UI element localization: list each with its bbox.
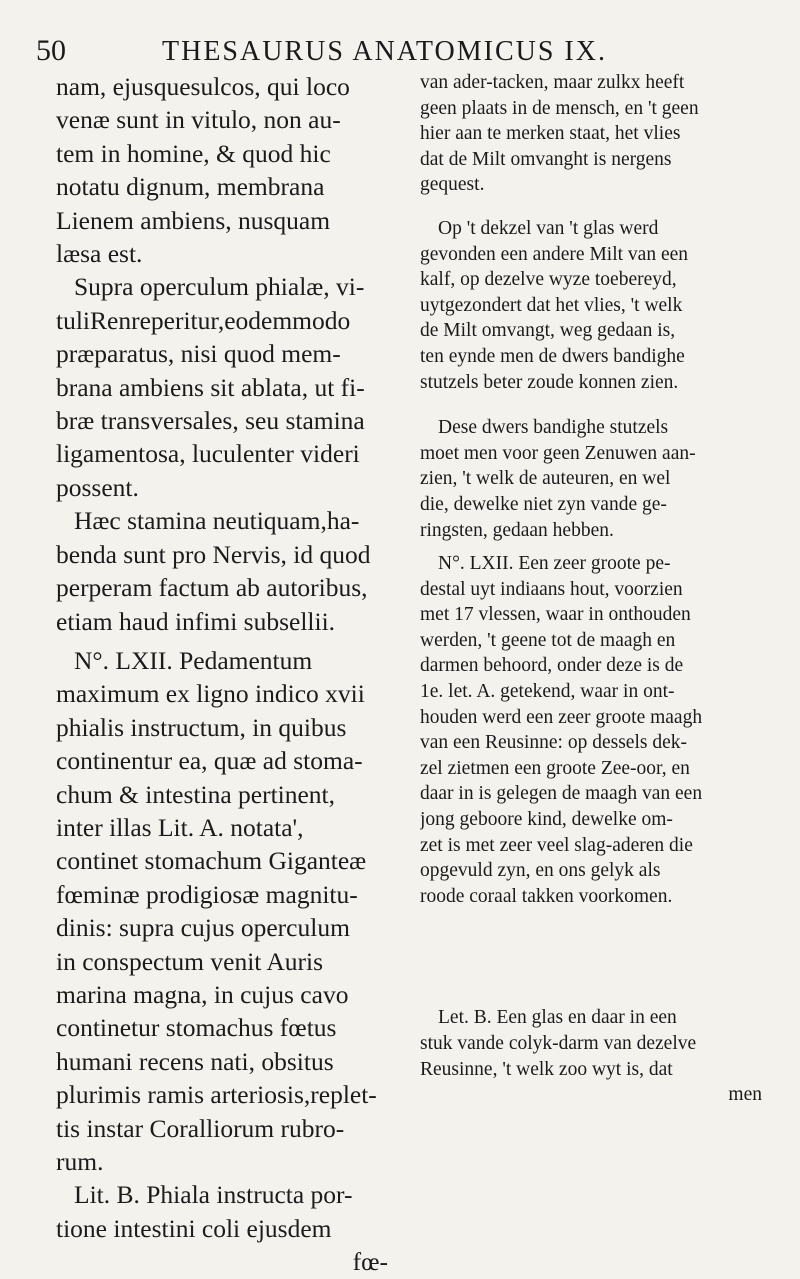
text-line: kalf, op dezelve wyze toebereyd, xyxy=(420,269,677,291)
latin-paragraph-4 xyxy=(56,644,388,1179)
text-line: Lienem ambiens, nusquam xyxy=(56,205,331,235)
text-line: 1e. let. A. getekend, waar in ont- xyxy=(420,681,675,703)
text-line: plurimis ramis arteriosis,replet- xyxy=(56,1080,377,1110)
latin-paragraph-3 xyxy=(56,504,388,638)
dutch-paragraph-4 xyxy=(420,551,762,909)
text-line: Op 't dekzel van 't glas werd xyxy=(438,217,659,239)
text-line: geen plaats in de mensch, en 't geen xyxy=(420,97,699,119)
text-line: stuk vande colyk-darm van dezelve xyxy=(420,1033,697,1054)
text-line: stutzels beter zoude konnen zien. xyxy=(420,371,679,393)
text-line: ten eynde men de dwers bandighe xyxy=(420,345,685,367)
text-line: opgevuld zyn, en ons gelyk als xyxy=(420,860,661,882)
text-line: destal uyt indiaans hout, voorzien xyxy=(420,578,683,600)
text-line: Lit. B. Phiala instructa por- xyxy=(74,1180,353,1210)
text-line: die, dewelke niet zyn vande ge- xyxy=(420,493,667,515)
latin-paragraph-2 xyxy=(56,270,388,504)
text-line: moet men voor geen Zenuwen aan- xyxy=(420,442,696,464)
text-line: van ader-tacken, maar zulkx heeft xyxy=(420,72,685,93)
text-line: N°. LXII. Een zeer groote pe- xyxy=(438,553,671,575)
page-number: 50 xyxy=(36,34,66,67)
text-line: benda sunt pro Nervis, id quod xyxy=(56,539,371,569)
text-line: perperam factum ab autoribus, xyxy=(56,573,368,603)
text-line: humani recens nati, obsitus xyxy=(56,1046,334,1076)
page-header xyxy=(36,30,766,70)
text-line: venæ sunt in vitulo, non au- xyxy=(56,105,341,135)
text-line: tione intestini coli ejusdem xyxy=(56,1213,332,1243)
text-line: marina magna, in cujus cavo xyxy=(56,979,349,1009)
text-line: tem in homine, & quod hic xyxy=(56,138,331,168)
text-line: hier aan te merken staat, het vlies xyxy=(420,123,681,145)
text-line: læsa est. xyxy=(56,239,143,269)
text-line: fœminæ prodigiosæ magnitu- xyxy=(56,879,358,909)
text-line: zel zietmen een groote Zee-oor, en xyxy=(420,757,690,779)
text-line: inter illas Lit. A. notata', xyxy=(56,812,304,842)
text-line: jong geboore kind, dewelke om- xyxy=(420,809,673,831)
text-line: de Milt omvangt, weg gedaan is, xyxy=(420,320,676,342)
text-line: zien, 't welk de auteuren, en wel xyxy=(420,468,671,490)
text-line: præparatus, nisi quod mem- xyxy=(56,339,341,369)
text-line: Reusinne, 't welk zoo wyt is, dat xyxy=(420,1058,673,1080)
text-line: dinis: supra cujus operculum xyxy=(56,913,350,943)
text-line: uytgezondert dat het vlies, 't welk xyxy=(420,294,683,316)
text-line: zet is met zeer veel slag-aderen die xyxy=(420,834,693,856)
text-line: continetur stomachus fœtus xyxy=(56,1013,337,1043)
text-line: Let. B. Een glas en daar in een xyxy=(438,1007,677,1029)
dutch-paragraph-1 xyxy=(420,70,762,198)
running-title: THESAURUS ANATOMICUS IX. xyxy=(162,36,607,67)
text-line: notatu dignum, membrana xyxy=(56,172,325,202)
text-line: gevonden een andere Milt van een xyxy=(420,243,689,265)
latin-paragraph-1 xyxy=(56,70,388,270)
text-line: etiam haud infimi subsellii. xyxy=(56,606,336,636)
text-line: possent. xyxy=(56,472,139,502)
text-line: maximum ex ligno indico xvii xyxy=(56,679,365,709)
text-line: chum & intestina pertinent, xyxy=(56,779,336,809)
catchword: fœ- xyxy=(352,1247,388,1277)
text-line: continet stomachum Giganteæ xyxy=(56,846,367,876)
text-line: werden, 't geene tot de maagh en xyxy=(420,629,676,651)
latin-column xyxy=(56,70,388,1279)
text-line: in conspectum venit Auris xyxy=(56,946,324,976)
text-line: dat de Milt omvanght is nergens xyxy=(420,148,672,170)
text-line: continentur ea, quæ ad stoma- xyxy=(56,746,363,776)
text-line: Hæc stamina neutiquam,ha- xyxy=(74,506,360,536)
text-line: met 17 vlessen, waar in onthouden xyxy=(420,604,691,626)
text-line: brana ambiens sit ablata, ut fi- xyxy=(56,372,365,402)
text-line: tuliRenreperitur,eodemmodo xyxy=(56,305,351,335)
text-line: Dese dwers bandighe stutzels xyxy=(438,417,669,439)
dutch-paragraph-2 xyxy=(420,216,762,395)
text-line: van een Reusinne: op dessels dek- xyxy=(420,732,687,754)
text-line: roode coraal takken voorkomen. xyxy=(420,885,673,907)
text-line: rum. xyxy=(56,1147,104,1176)
dutch-column xyxy=(420,70,762,1108)
catchword: men xyxy=(728,1084,762,1106)
dutch-paragraph-5 xyxy=(420,1005,762,1107)
text-line: Supra operculum phialæ, vi- xyxy=(74,272,365,302)
text-line: bræ transversales, seu stamina xyxy=(56,406,365,436)
text-line: nam, ejusquesulcos, qui loco xyxy=(56,72,350,101)
text-line: phialis instructum, in quibus xyxy=(56,712,347,742)
text-line: ligamentosa, luculenter videri xyxy=(56,439,360,469)
text-line: N°. LXII. Pedamentum xyxy=(74,645,313,675)
latin-paragraph-5 xyxy=(56,1178,388,1278)
text-line: ringsten, gedaan hebben. xyxy=(420,519,614,541)
text-line: darmen behoord, onder deze is de xyxy=(420,655,684,677)
text-line: tis instar Coralliorum rubro- xyxy=(56,1113,345,1143)
text-line: daar in is gelegen de maagh van een xyxy=(420,783,703,805)
text-line: houden werd een zeer groote maagh xyxy=(420,706,703,728)
dutch-paragraph-3 xyxy=(420,415,762,543)
text-line: gequest. xyxy=(420,174,485,196)
